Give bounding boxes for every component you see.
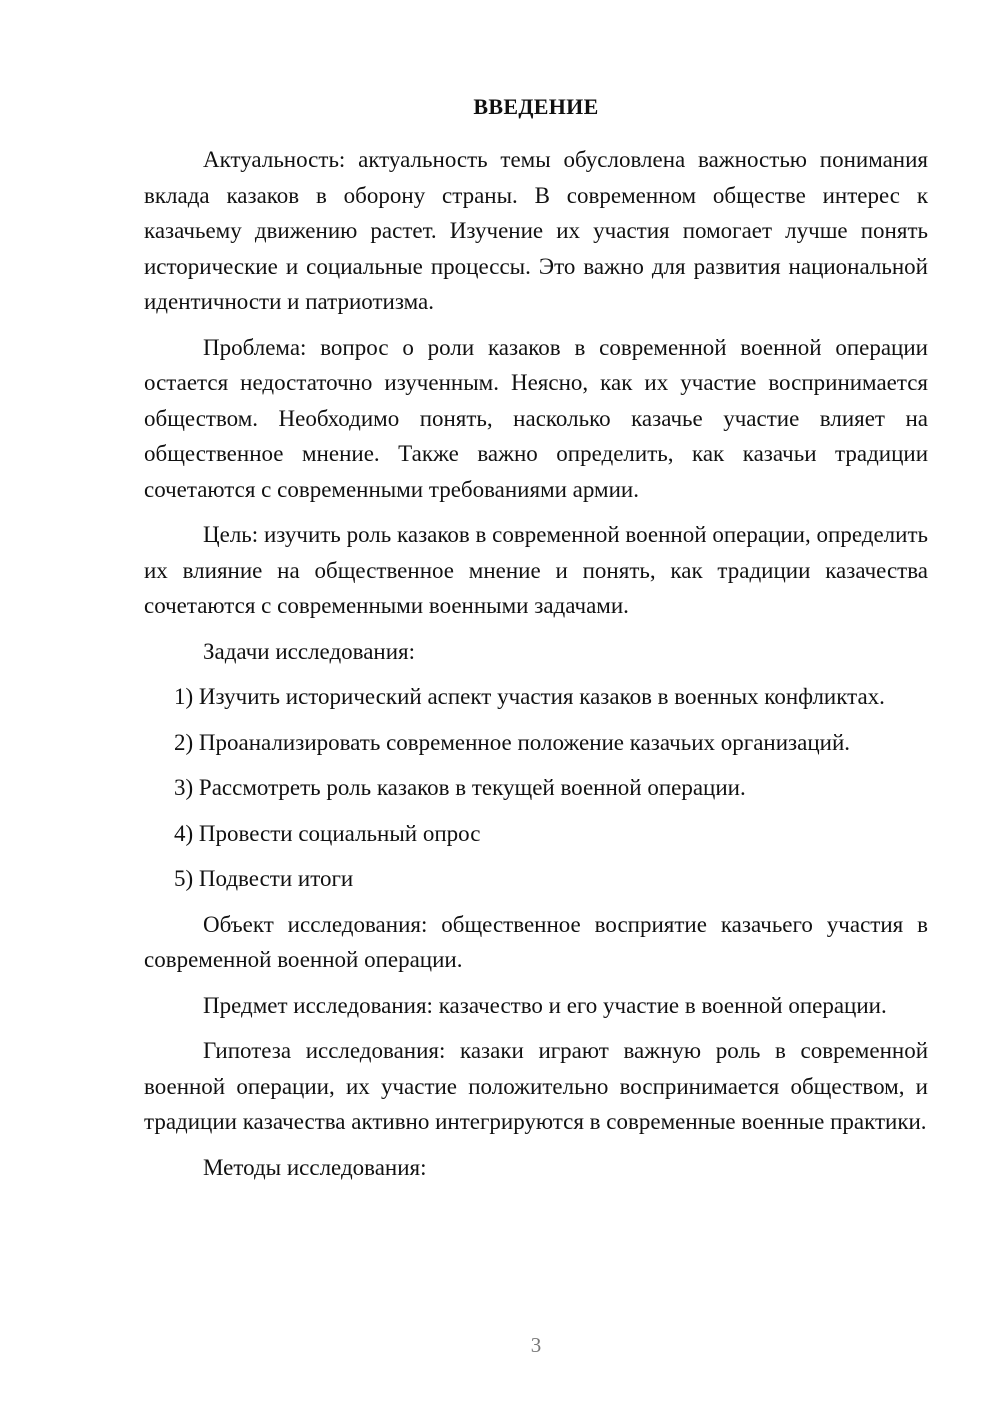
task-item: 5) Подвести итоги — [174, 866, 354, 891]
goal-paragraph: Цель: изучить роль казаков в современной военной операции, определить их влияние на общественное мнение и понять, как традиции казачества сочетаются с современными военными задачами. — [144, 522, 928, 618]
task-item: 4) Провести социальный опрос — [174, 820, 481, 846]
page-title: ВВЕДЕНИЕ — [473, 94, 599, 119]
tasks-list — [144, 679, 928, 897]
subject-paragraph: Предмет исследования: казачество и его участие в военной операции. — [203, 992, 887, 1018]
task-item: 2) Проанализировать современное положение казачьих организаций. — [174, 729, 851, 755]
methods-heading: Методы исследования: — [203, 1154, 427, 1180]
task-item: 3) Рассмотреть роль казаков в текущей военной операции. — [174, 775, 746, 800]
problem-paragraph: Проблема: вопрос о роли казаков в современной военной операции остается недостаточно изученным. Неясно, как их участие воспринимается обществом. Необходимо понять, насколько казачье участие влияет на общественное мнение. Также важно определить, как казачьи традиции сочетаются с современными требованиями армии. — [144, 334, 928, 502]
page-content — [144, 92, 928, 1195]
task-item: 1) Изучить исторический аспект участия казаков в военных конфликтах. — [174, 684, 885, 709]
relevance-paragraph: Актуальность: актуальность темы обусловлена важностью понимания вклада казаков в оборону страны. В современном обществе интерес к казачьему движению растет. Изучение их участия помогает лучше понять исторические и социальные процессы. Это важно для развития национальной идентичности и патриотизма. — [144, 147, 928, 314]
tasks-heading: Задачи исследования: — [203, 638, 416, 664]
object-paragraph: Объект исследования: общественное восприятие казачьего участия в современной военной операции. — [144, 911, 928, 972]
page-number: 3 — [530, 1333, 542, 1357]
hypothesis-paragraph: Гипотеза исследования: казаки играют важную роль в современной военной операции, их участие положительно воспринимается обществом, и традиции казачества активно интегрируются в современные военные практики. — [144, 1038, 928, 1134]
